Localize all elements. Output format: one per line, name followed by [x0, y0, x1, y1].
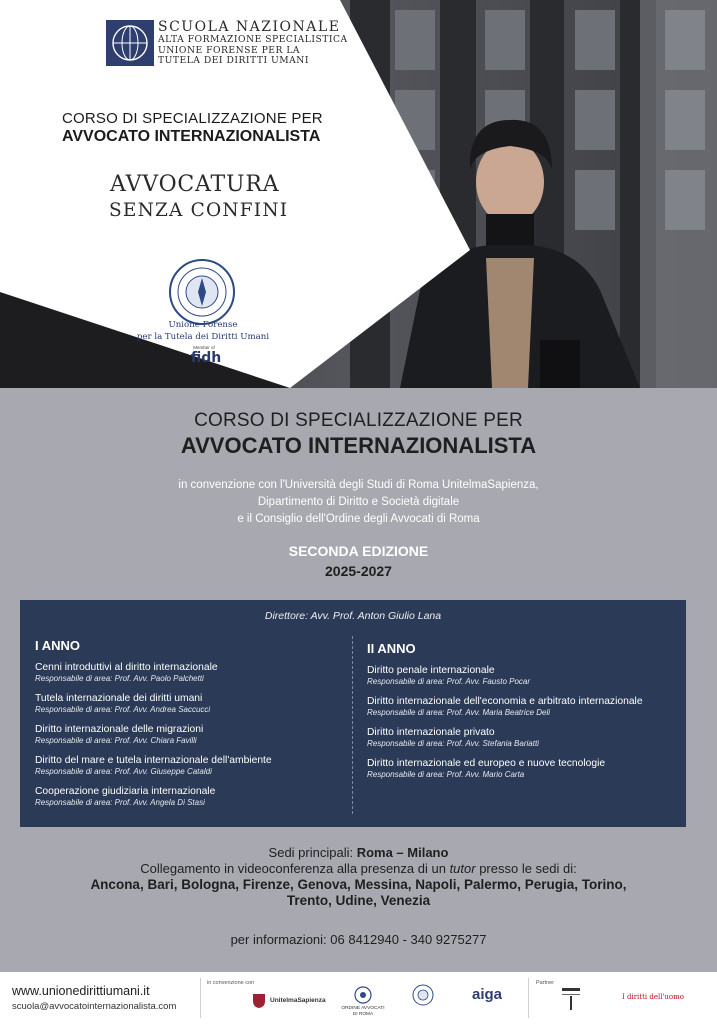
subject-title: Tutela internazionale dei diritti umani	[35, 693, 203, 704]
subject-title: Cooperazione giudiziaria internazionale	[35, 786, 216, 797]
ordine-roma-emblem-icon	[352, 986, 374, 1004]
cities-line2: Trento, Udine, Venezia	[286, 893, 431, 908]
school-name-line4: TUTELA DEI DIRITTI UMANI	[158, 55, 309, 66]
subject-item	[35, 724, 345, 746]
sedi-cities: Roma – Milano	[356, 845, 449, 860]
school-name-line2: ALTA FORMAZIONE SPECIALISTICA	[158, 34, 348, 45]
email-link[interactable]: scuola@avvocatointernazionalista.com	[12, 1001, 177, 1012]
logo-ordine-roma: ORDINE AVVOCATI DI ROMA	[341, 1006, 385, 1017]
unitelma-shield-icon	[252, 993, 266, 1009]
logo-unitelma: UnitelmaSapienza	[270, 997, 326, 1004]
fidh-logo: fidh	[190, 350, 222, 366]
union-name-line1: Unione Forense	[168, 320, 238, 330]
logo-aiga: aiga	[472, 986, 503, 1003]
subject-title: Diritto del mare e tutela internazionale dell'ambiente	[35, 755, 272, 766]
subject-item	[367, 727, 677, 749]
footer-divider	[528, 978, 529, 1018]
edition-label: SECONDA EDIZIONE	[288, 543, 429, 559]
main-title-line2: AVVOCATO INTERNAZIONALISTA	[180, 433, 537, 458]
website-link[interactable]: www.unionedirittiumani.it	[12, 984, 150, 998]
footer	[0, 972, 717, 1024]
subject-item	[367, 696, 677, 718]
director-label: Direttore: Avv. Prof. Anton Giulio Lana	[264, 610, 442, 622]
main-locations	[0, 845, 717, 860]
year1-heading: I ANNO	[35, 638, 81, 653]
partner-label: Partner	[536, 980, 555, 986]
cities-line1: Ancona, Bari, Bologna, Firenze, Genova, Messina, Napoli, Palermo, Perugia, Torino,	[90, 877, 627, 892]
school-globe-logo	[106, 20, 154, 66]
logo-diritti-uomo: I diritti dell'uomo	[622, 993, 684, 1001]
footer-divider	[200, 978, 201, 1018]
subject-title: Diritto penale internazionale	[367, 665, 495, 676]
programme-box	[20, 600, 686, 827]
partner-publisher-icon	[562, 986, 580, 1012]
subject-title: Diritto internazionale dell'economia e arbitrato internazionale	[367, 696, 643, 707]
subject-responsible: Responsabile di area: Prof. Avv. Stefania Bariatti	[367, 739, 539, 748]
hero-slogan-line1: AVVOCATURA	[110, 172, 280, 197]
year2-column	[367, 641, 677, 789]
member-of-label: Member of	[193, 345, 215, 350]
video-before: Collegamento in videoconferenza alla presenza di un	[140, 861, 450, 876]
convention-line1: in convenzione con l'Università degli Studi di Roma UnitelmaSapienza,	[178, 479, 539, 491]
subject-title: Diritto internazionale privato	[367, 727, 495, 738]
subject-responsible: Responsabile di area: Prof. Avv. Giuseppe Cataldi	[35, 767, 212, 776]
subject-responsible: Responsabile di area: Prof. Avv. Andrea Saccucci	[35, 705, 211, 714]
subject-title: Cenni introduttivi al diritto internazionale	[35, 662, 218, 673]
subject-responsible: Responsabile di area: Prof. Avv. Chiara Favilli	[35, 736, 197, 745]
subject-responsible: Responsabile di area: Prof. Avv. Paolo Palchetti	[35, 674, 204, 683]
video-after: presso le sedi di:	[475, 861, 577, 876]
subject-title: Diritto internazionale ed europeo e nuove tecnologie	[367, 758, 606, 769]
convention-line2: Dipartimento di Diritto e Società digitale	[257, 496, 460, 508]
subject-responsible: Responsabile di area: Prof. Avv. Mario Carta	[367, 770, 525, 779]
subject-item	[367, 665, 677, 687]
union-name-line2: per la Tutela dei Diritti Umani	[136, 332, 270, 342]
subject-item	[35, 755, 345, 777]
year2-heading: II ANNO	[367, 641, 416, 656]
hero-course-line2: AVVOCATO INTERNAZIONALISTA	[62, 128, 321, 145]
hero-banner	[0, 0, 717, 388]
hero-course-line1: CORSO DI SPECIALIZZAZIONE PER	[62, 110, 323, 127]
convention-label: in convenzione con	[207, 980, 255, 986]
subject-item	[35, 786, 345, 808]
column-divider	[352, 636, 353, 814]
union-seal-small-icon	[412, 984, 434, 1006]
subject-title: Diritto internazionale delle migrazioni	[35, 724, 204, 735]
school-name	[158, 20, 348, 67]
year1-column	[35, 638, 345, 817]
main-title-line1: CORSO DI SPECIALIZZAZIONE PER	[194, 410, 523, 431]
subject-item	[35, 693, 345, 715]
convention-line3: e il Consiglio dell'Ordine degli Avvocati di Roma	[237, 513, 480, 525]
subject-responsible: Responsabile di area: Prof. Avv. Fausto Pocar	[367, 677, 531, 686]
edition-years: 2025-2027	[325, 563, 392, 579]
info-phone: per informazioni: 06 8412940 - 340 9275277	[230, 932, 487, 947]
videoconference-text	[0, 861, 717, 876]
hero-slogan-line2: SENZA CONFINI	[109, 200, 289, 221]
school-name-line3: UNIONE FORENSE PER LA	[158, 44, 301, 56]
subject-responsible: Responsabile di area: Prof. Avv. Angela Di Stasi	[35, 798, 205, 807]
union-seal-icon	[168, 258, 236, 326]
subject-item	[35, 662, 345, 684]
subject-responsible: Responsabile di area: Prof. Avv. Maria Beatrice Deli	[367, 708, 551, 717]
subject-item	[367, 758, 677, 780]
school-name-line1: SCUOLA NAZIONALE	[158, 19, 341, 35]
sedi-label: Sedi principali:	[268, 845, 357, 860]
video-tutor: tutor	[449, 861, 476, 876]
